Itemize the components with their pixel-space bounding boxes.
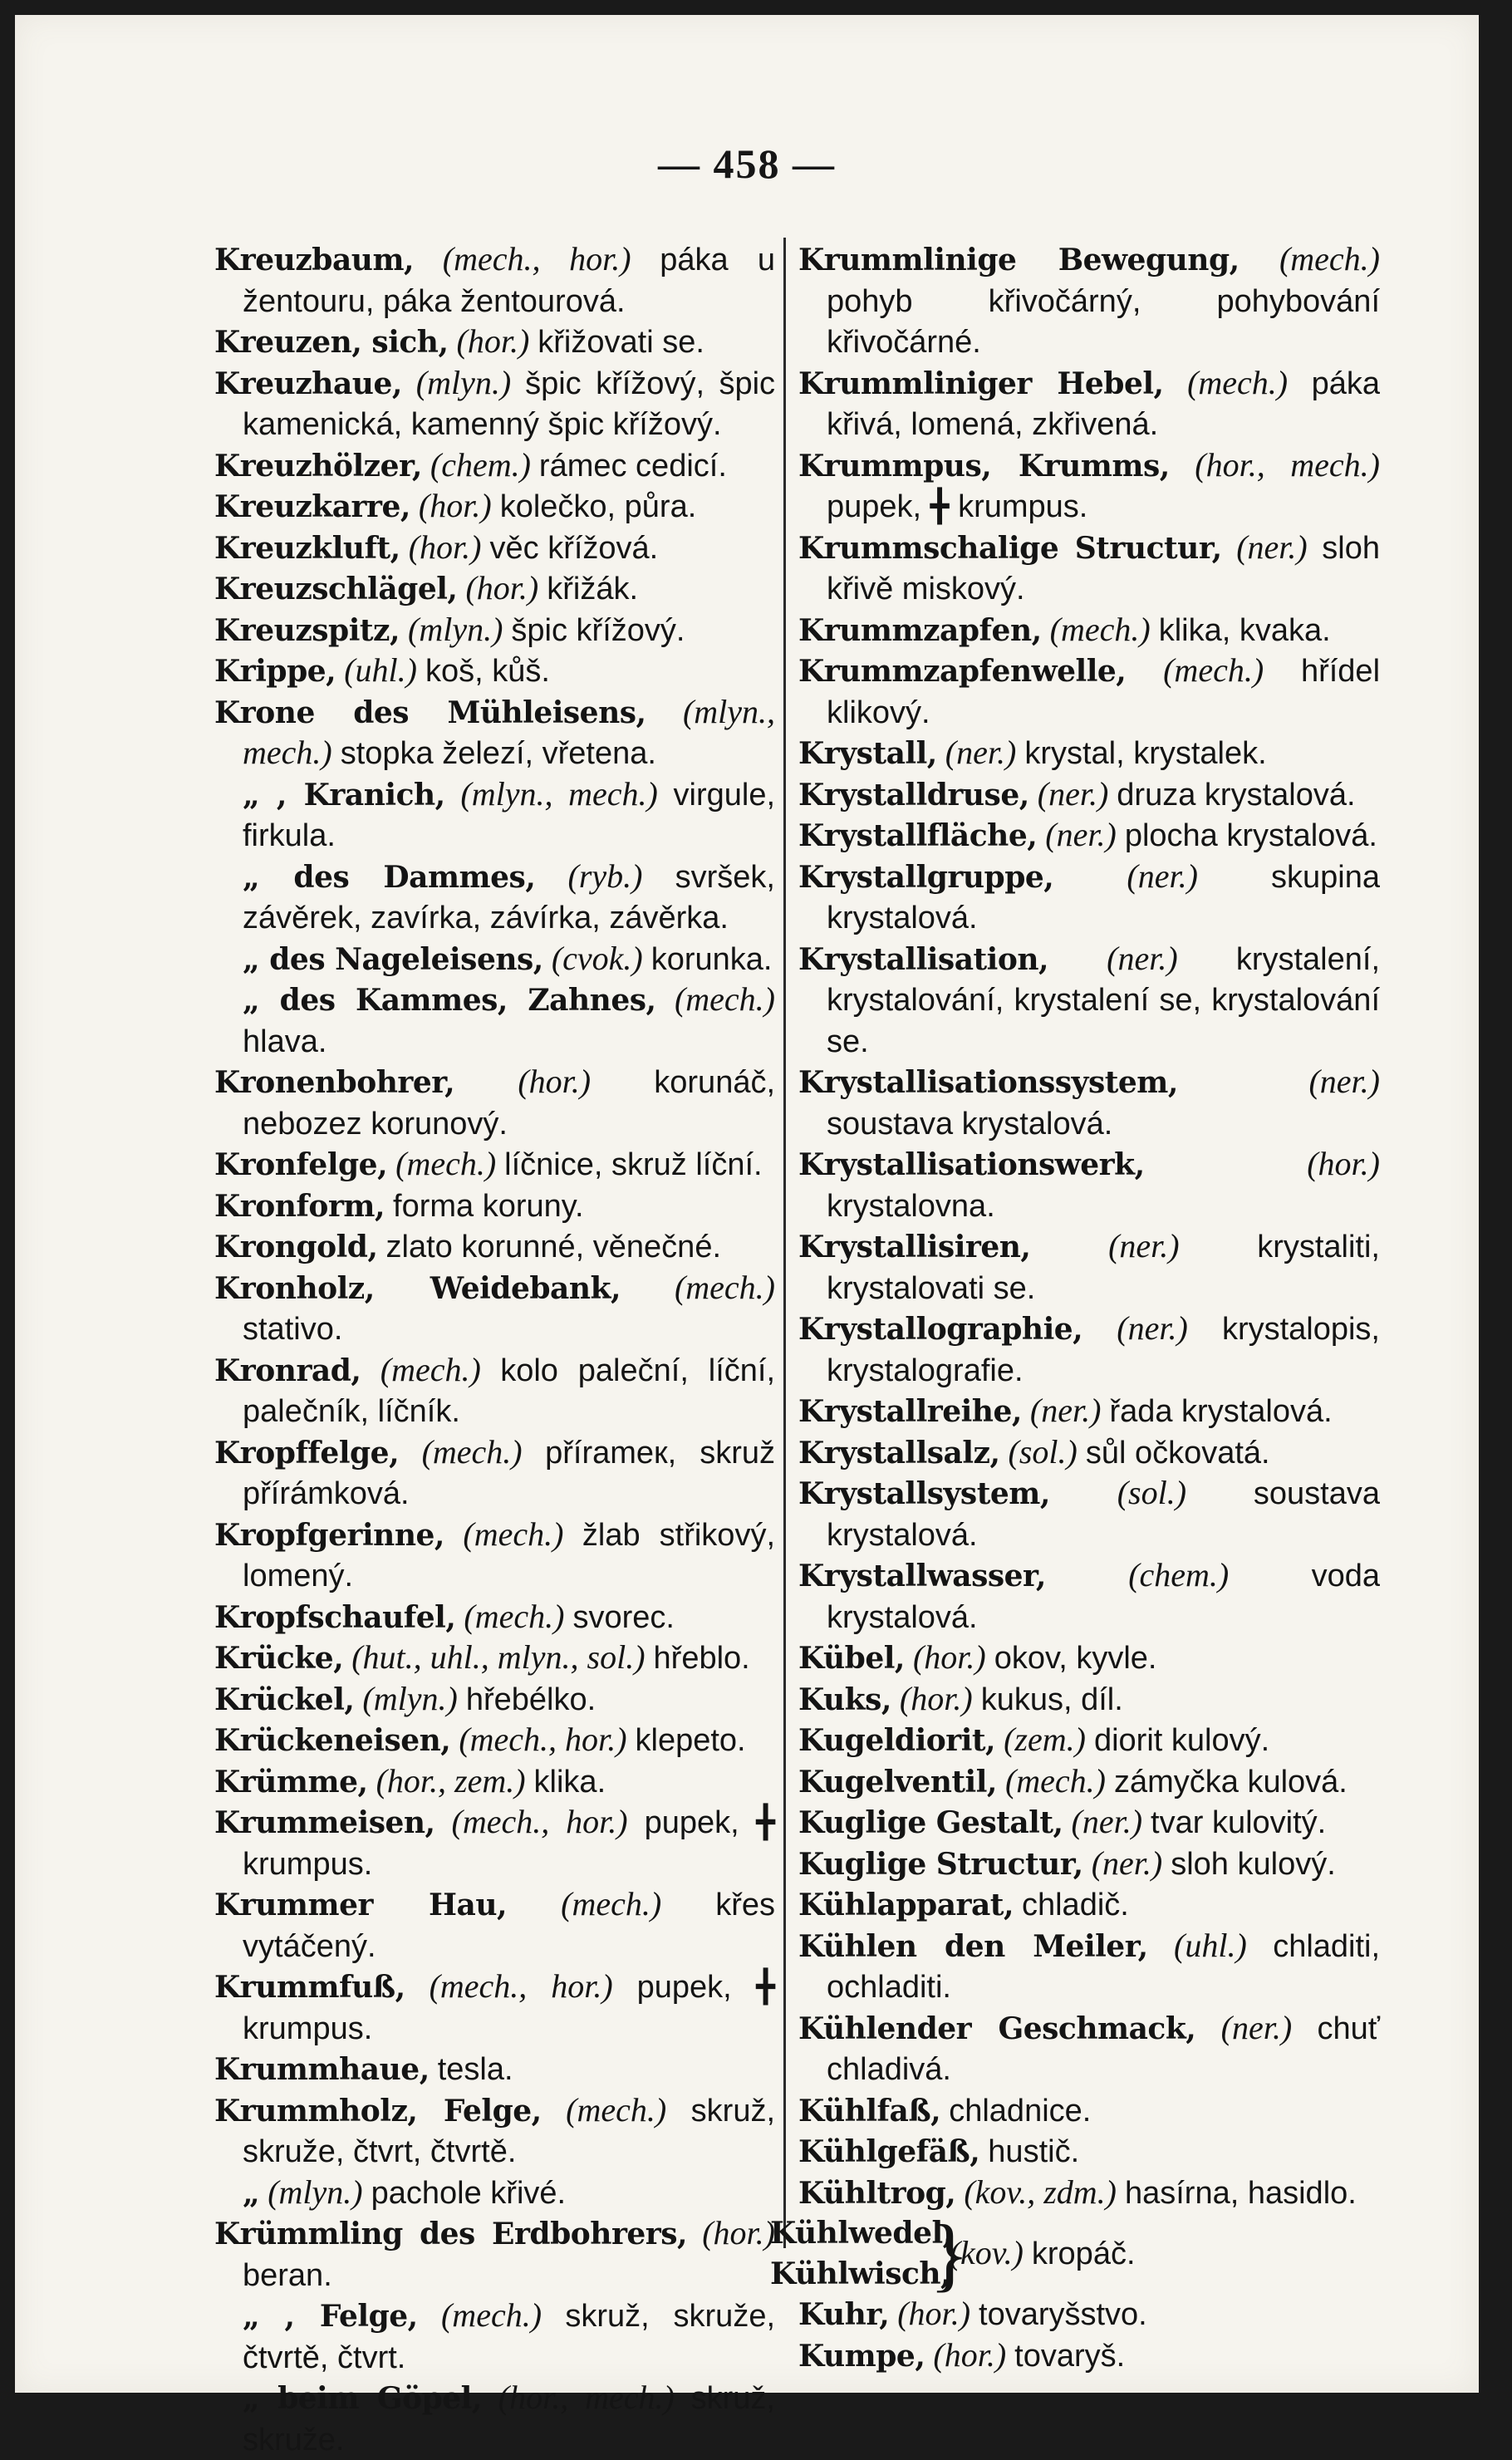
- dictionary-entry: [798, 1473, 1380, 1555]
- headword: Krystall,: [798, 736, 937, 771]
- dictionary-entry: [798, 857, 1380, 939]
- field-label: (mech.): [395, 1145, 497, 1182]
- translation: diorit kulový.: [1093, 1723, 1270, 1758]
- field-label: (ner.): [1037, 774, 1109, 813]
- dictionary-entry: [214, 2213, 775, 2296]
- dictionary-entry: [798, 1638, 1380, 1679]
- field-label: (mech.): [1187, 363, 1289, 401]
- headword: Kuks,: [798, 1682, 891, 1717]
- translation: křes vytáčený.: [243, 1888, 775, 1964]
- entry-tail: [949, 2233, 1136, 2275]
- dictionary-entry: [798, 445, 1380, 528]
- headword: Kugelventil,: [798, 1764, 997, 1800]
- translation: zlato korunné, věnečné.: [385, 1230, 722, 1264]
- dictionary-entry: [798, 610, 1380, 651]
- field-label: (hor., zem.): [376, 1761, 526, 1800]
- translation: forma koruny.: [393, 1188, 584, 1224]
- headword: Kreuzbaum,: [214, 243, 415, 277]
- translation: kukus, díl.: [980, 1682, 1123, 1717]
- headword: Krystallgruppe,: [798, 859, 1054, 895]
- field-label: (ner.): [945, 734, 1017, 771]
- field-label: (mech., hor.): [451, 1803, 628, 1840]
- dictionary-entry: [798, 1391, 1380, 1432]
- translation: virgule, firkula.: [243, 777, 776, 853]
- translation: chladnice.: [949, 2093, 1092, 2129]
- translation: tovaryš.: [1014, 2338, 1126, 2374]
- translation: krystaliti, krystalovati se.: [827, 1230, 1380, 1306]
- dictionary-entry: [798, 939, 1380, 1063]
- sub-entry: [214, 939, 775, 980]
- dictionary-entry: [214, 1802, 775, 1884]
- headword: Krummer Hau,: [214, 1888, 508, 1922]
- field-label: (mech.): [463, 1515, 564, 1553]
- headword: Kühlgefäß,: [798, 2134, 980, 2169]
- field-label: (cvok.): [551, 939, 643, 977]
- dictionary-entry: [798, 2131, 1380, 2173]
- headword: Krückeneisen,: [214, 1723, 451, 1758]
- translation: skruž, skruže, čtvrt, čtvrtě.: [243, 2093, 776, 2169]
- headword: Kuglige Structur,: [798, 1846, 1083, 1882]
- translation: sůl očkovatá.: [1085, 1435, 1270, 1471]
- dictionary-entry: [214, 1515, 775, 1597]
- dictionary-entry: [214, 1761, 775, 1803]
- dictionary-entry: [798, 1226, 1380, 1309]
- dictionary-entry: [214, 1884, 775, 1967]
- headword: Krummpus, Krumms,: [798, 448, 1170, 484]
- translation: kolo paleční, líční, palečník, líčník.: [243, 1353, 776, 1429]
- headword: Kreuzspitz,: [214, 612, 400, 648]
- field-label: (mlyn., mech.): [243, 692, 776, 771]
- field-label: (mech., hor.): [429, 1967, 613, 2005]
- headword: Krystallisiren,: [798, 1230, 1031, 1264]
- sub-entry: [214, 2173, 775, 2214]
- headword: Kühlwedel,: [770, 2216, 953, 2251]
- dictionary-entry: [798, 1679, 1380, 1721]
- dictionary-entry: [214, 1432, 775, 1515]
- translation: druza krystalová.: [1117, 777, 1356, 813]
- dictionary-entry: [214, 692, 775, 774]
- ditto-headword: „ des Nageleisens,: [243, 941, 543, 977]
- translation: tesla.: [437, 2052, 513, 2087]
- headword: Kreuzschlägel,: [214, 572, 458, 606]
- translation: hřebélko.: [465, 1682, 596, 1717]
- translation: kropáč.: [1031, 2236, 1136, 2271]
- field-label: (ner.): [1045, 816, 1117, 853]
- field-label: (sol.): [1117, 1474, 1187, 1511]
- dictionary-entry: [798, 1309, 1380, 1391]
- dictionary-entry: [214, 1679, 775, 1721]
- dictionary-entry: [798, 363, 1380, 445]
- headword: Kuhr,: [798, 2297, 890, 2332]
- headword: Krystallisation,: [798, 941, 1049, 977]
- dictionary-entry: [214, 1967, 775, 2049]
- translation: kolečko, půra.: [499, 489, 697, 524]
- dictionary-entry: [798, 2335, 1380, 2377]
- field-label: (mlyn.): [415, 363, 512, 401]
- brace-glyph: }: [929, 2207, 970, 2300]
- translation: beran.: [243, 2257, 332, 2293]
- translation: korunka.: [650, 941, 773, 977]
- dictionary-entry: [214, 610, 775, 651]
- dictionary-entry: [798, 2294, 1380, 2335]
- translation: plocha krystalová.: [1124, 818, 1377, 853]
- headword: Krummliniger Hebel,: [798, 366, 1164, 401]
- dictionary-entry: [214, 1268, 775, 1350]
- field-label: (mlyn.): [268, 2173, 363, 2211]
- dictionary-entry: [798, 774, 1380, 816]
- field-label: (ner.): [1107, 939, 1178, 977]
- field-label: (hor.): [418, 487, 492, 524]
- field-label: (mech.): [440, 2296, 542, 2334]
- sub-entry: [214, 2378, 775, 2460]
- headword: Krystallographie,: [798, 1312, 1083, 1347]
- field-label: (ner.): [1127, 857, 1198, 895]
- headword: Krystallisationswerk,: [798, 1147, 1145, 1182]
- dictionary-entry: [798, 1432, 1380, 1474]
- headword: Kreuzhölzer,: [214, 448, 422, 484]
- sub-entry: [214, 980, 775, 1062]
- headword: Kropffelge,: [214, 1435, 400, 1471]
- translation: pohyb křivočárný, pohybování křivočárné.: [827, 283, 1380, 360]
- field-label: (zem.): [1004, 1721, 1086, 1758]
- headword: Krone des Mühleisens,: [214, 695, 646, 730]
- translation: pachole křivé.: [371, 2175, 567, 2211]
- field-label: (hor.): [456, 322, 530, 360]
- sub-entry: [214, 2296, 775, 2378]
- translation: skruž, skruže.: [243, 2381, 775, 2458]
- dictionary-entry: [798, 2090, 1380, 2132]
- headword: Krummzapfen,: [798, 612, 1042, 648]
- translation: řada krystalová.: [1109, 1394, 1333, 1429]
- field-label: (mech.): [380, 1350, 481, 1388]
- headword: Krystallfläche,: [798, 818, 1038, 853]
- dictionary-entry: [798, 1926, 1380, 2008]
- translation: soustava krystalová.: [827, 1106, 1113, 1142]
- field-label: (mech.): [1279, 240, 1381, 277]
- dictionary-entry: [798, 1062, 1380, 1144]
- headword: Krummholz, Felge,: [214, 2093, 542, 2129]
- translation: hlava.: [243, 1024, 327, 1059]
- headword: Kreuzkarre,: [214, 489, 410, 524]
- field-label: (ner.): [1308, 1063, 1380, 1100]
- field-label: (mlyn.): [362, 1679, 458, 1717]
- dictionary-entry: [214, 445, 775, 487]
- translation: pupek, ╋ krumpus.: [827, 489, 1088, 524]
- headword: Krücke,: [214, 1641, 344, 1676]
- headword: Krummschalige Structur,: [798, 530, 1222, 566]
- field-label: (chem.): [430, 445, 531, 484]
- translation: křižovati se.: [538, 325, 704, 360]
- headword: Krystalldruse,: [798, 777, 1029, 813]
- left-column: [214, 239, 775, 2460]
- translation: stativo.: [243, 1312, 343, 1347]
- ditto-headword: „ , Kranich,: [243, 777, 445, 813]
- headword: Krummhaue,: [214, 2052, 430, 2087]
- translation: klepeto.: [635, 1723, 746, 1758]
- dictionary-entry: [798, 1144, 1380, 1226]
- translation: svorec.: [572, 1599, 675, 1635]
- translation: chuť chladivá.: [827, 2011, 1380, 2087]
- headword: Krippe,: [214, 654, 336, 689]
- field-label: (hut., uhl., mlyn., sol.): [351, 1638, 646, 1676]
- headword: Krummfuß,: [214, 1970, 405, 2005]
- field-label: (hor.): [897, 2295, 971, 2332]
- dictionary-entry: [214, 322, 775, 363]
- headword: Kühlender Geschmack,: [798, 2011, 1196, 2046]
- page-number: — 458 —: [658, 140, 836, 187]
- translation: hustič.: [988, 2134, 1080, 2169]
- headword: Krystallsalz,: [798, 1435, 1000, 1471]
- field-label: (hor.): [465, 569, 539, 606]
- dictionary-entry: [798, 1802, 1380, 1844]
- headword: Kühltrog,: [798, 2175, 956, 2211]
- sub-entry: [214, 857, 775, 939]
- translation: svršek, závěrek, zavírka, závírka, závěrka.: [243, 859, 775, 935]
- translation: voda krystalová.: [827, 1559, 1380, 1635]
- headword: Krystallwasser,: [798, 1559, 1046, 1593]
- headword: Kühlen den Meiler,: [798, 1928, 1148, 1964]
- translation: tvar kulovitý.: [1151, 1805, 1327, 1840]
- field-label: (sol.): [1008, 1432, 1078, 1471]
- translation: krystalovna.: [827, 1188, 995, 1224]
- translation: rámec cedicí.: [538, 448, 727, 484]
- dictionary-entry: [214, 2090, 775, 2173]
- field-label: (mech.): [1004, 1761, 1106, 1800]
- dictionary-entry: [214, 1720, 775, 1761]
- translation: pupek, ╋ krumpus.: [243, 1805, 776, 1882]
- dictionary-entry: [798, 528, 1380, 610]
- translation: korunáč, nebozez korunový.: [243, 1065, 776, 1142]
- field-label: (chem.): [1128, 1556, 1230, 1593]
- translation: věc křížová.: [489, 530, 659, 566]
- headword: Kübel,: [798, 1641, 905, 1676]
- field-label: (hor.): [518, 1063, 592, 1100]
- headword: Kühlapparat,: [798, 1888, 1014, 1922]
- translation: páka u žentouru, páka žentourová.: [243, 243, 776, 319]
- field-label: (ner.): [1091, 1844, 1163, 1882]
- headword: Krümme,: [214, 1764, 368, 1800]
- field-label: (ner.): [1108, 1227, 1180, 1264]
- field-label: (hor.): [933, 2335, 1007, 2374]
- dictionary-entry: [214, 1597, 775, 1638]
- dictionary-entry: [798, 2008, 1380, 2090]
- translation: klika.: [533, 1764, 606, 1800]
- dictionary-entry: [214, 2049, 775, 2090]
- headword: Krystallisationssystem,: [798, 1065, 1178, 1100]
- translation: krystalopis, krystalografie.: [827, 1312, 1380, 1388]
- ditto-headword: „ , Felge,: [243, 2299, 418, 2334]
- dictionary-page: [15, 15, 1479, 2458]
- field-label: (hor., mech.): [1195, 445, 1381, 484]
- field-label: (hor., mech.): [498, 2379, 675, 2416]
- translation: hřídel klikový.: [827, 654, 1381, 730]
- headword: Kühlwisch,: [770, 2256, 951, 2291]
- dictionary-entry: [798, 239, 1380, 363]
- headword: Kronform,: [214, 1188, 385, 1224]
- field-label: (ner.): [1071, 1803, 1143, 1840]
- translation: zámyčka kulová.: [1113, 1764, 1348, 1800]
- field-label: (uhl.): [344, 651, 417, 689]
- translation: žlab střikový, lomený.: [243, 1517, 775, 1593]
- translation: chladiti, ochladiti.: [827, 1928, 1381, 2005]
- field-label: (hor.): [408, 528, 482, 566]
- translation: přírameк, skruž přírámková.: [243, 1435, 776, 1511]
- headword: Kronrad,: [214, 1353, 361, 1388]
- dictionary-entry: [214, 651, 775, 692]
- field-label: (mech.): [674, 980, 776, 1018]
- headword: Krummlinige Bewegung,: [798, 243, 1240, 277]
- dictionary-entry: [798, 1720, 1380, 1761]
- field-label: (ner.): [1220, 2008, 1293, 2046]
- field-label: (kov.): [949, 2233, 1024, 2271]
- translation: skupina krystalová.: [827, 859, 1381, 935]
- translation: líčnice, skruž líční.: [504, 1147, 763, 1182]
- ditto-headword: „ des Dammes,: [243, 859, 536, 895]
- dictionary-entry: [798, 1844, 1380, 1885]
- dictionary-entry: [798, 1884, 1380, 1926]
- headword: Kronenbohrer,: [214, 1065, 455, 1100]
- dictionary-entry: [214, 1144, 775, 1186]
- dictionary-entry: [214, 1062, 775, 1144]
- headword: Kühlfaß,: [798, 2093, 941, 2129]
- translation: okov, kyvle.: [994, 1641, 1157, 1676]
- headword: Kreuzkluft,: [214, 530, 400, 566]
- field-label: (ryb.): [567, 857, 643, 895]
- translation: soustava krystalová.: [827, 1476, 1380, 1553]
- translation: hřeblo.: [653, 1641, 750, 1676]
- dictionary-entry: [214, 1350, 775, 1432]
- translation: krystalení, krystalování, krystalení se, krystalování se.: [827, 941, 1380, 1059]
- dictionary-entry: [214, 528, 775, 569]
- headword: Kronfelge,: [214, 1147, 388, 1182]
- field-label: (mech., hor.): [442, 240, 631, 277]
- translation: hasírna, hasidlo.: [1124, 2175, 1357, 2211]
- translation: chladič.: [1021, 1888, 1129, 1922]
- translation: klika, kvaka.: [1158, 612, 1331, 648]
- dictionary-entry: [214, 486, 775, 528]
- field-label: (hor.): [912, 1638, 986, 1676]
- dictionary-entry: [214, 1226, 775, 1268]
- field-label: (kov., zdm.): [964, 2173, 1117, 2211]
- headword: Kropfschaufel,: [214, 1599, 456, 1635]
- headword: Kreuzen, sich,: [214, 325, 449, 360]
- field-label: (mech.): [561, 1885, 662, 1922]
- field-label: (mech.): [464, 1597, 565, 1635]
- headword: Kropfgerinne,: [214, 1517, 444, 1553]
- headword: Kreuzhaue,: [214, 366, 402, 401]
- headword: Krummzapfenwelle,: [798, 654, 1127, 689]
- dictionary-entry: [798, 733, 1380, 774]
- dictionary-entry: [798, 1555, 1380, 1638]
- dictionary-entry: [214, 1186, 775, 1227]
- field-label: (mech.): [1049, 610, 1151, 648]
- field-label: (mech.): [566, 2090, 667, 2129]
- dictionary-entry: [214, 1638, 775, 1679]
- field-label: (mech., hor.): [459, 1721, 627, 1758]
- column-divider: [783, 238, 786, 2248]
- field-label: (mech.): [674, 1268, 775, 1306]
- headword: Kronholz, Weidebank,: [214, 1270, 621, 1306]
- dictionary-entry: [214, 363, 775, 445]
- dictionary-entry: [214, 568, 775, 610]
- headword: Krückel,: [214, 1682, 355, 1717]
- headword: Krongold,: [214, 1230, 378, 1264]
- field-label: (ner.): [1236, 528, 1308, 566]
- dictionary-entry: [798, 815, 1380, 857]
- headword: Kumpe,: [798, 2338, 925, 2374]
- sub-entry: [214, 774, 775, 857]
- translation: sloh křivě miskový.: [827, 530, 1381, 606]
- translation: stopka železí, vřetena.: [340, 736, 656, 771]
- field-label: (ner.): [1117, 1309, 1188, 1347]
- field-label: (hor.): [1307, 1145, 1380, 1182]
- ditto-headword: „ des Kammes, Zahnes,: [243, 983, 656, 1018]
- field-label: (mlyn.): [408, 610, 503, 648]
- dictionary-entry: [214, 239, 775, 322]
- field-label: (hor.): [899, 1679, 973, 1717]
- headword: Kugeldiorit,: [798, 1723, 996, 1758]
- right-column: [770, 239, 1381, 2376]
- dictionary-entry: [798, 2173, 1380, 2214]
- translation: skruž, skruže, čtvrtě, čtvrt.: [243, 2299, 776, 2375]
- dictionary-entry: [798, 651, 1380, 733]
- headword: Krystallreihe,: [798, 1394, 1022, 1429]
- translation: špic křížový.: [511, 612, 685, 648]
- ditto-headword: „: [243, 2175, 260, 2211]
- translation: tovaryšstvo.: [979, 2297, 1147, 2332]
- translation: pupek, ╋ krumpus.: [243, 1970, 775, 2046]
- dictionary-entry: [798, 1761, 1380, 1803]
- ditto-headword: „ beim Göpel,: [243, 2381, 482, 2416]
- translation: koš, kůš.: [425, 654, 550, 689]
- field-label: (mech.): [1163, 651, 1264, 689]
- headword: Krystallsystem,: [798, 1476, 1050, 1511]
- field-label: (ner.): [1029, 1392, 1102, 1429]
- field-label: (mlyn., mech.): [460, 774, 658, 813]
- translation: krystal, krystalek.: [1024, 736, 1267, 771]
- translation: křižák.: [547, 572, 639, 606]
- field-label: (mech.): [421, 1432, 523, 1471]
- headword: Krummeisen,: [214, 1805, 435, 1840]
- field-label: (uhl.): [1174, 1926, 1247, 1964]
- translation: špic křížový, špic kamenická, kamenný špic křížový.: [243, 366, 776, 442]
- dictionary-entry: [770, 2207, 1380, 2300]
- translation: sloh kulový.: [1171, 1846, 1336, 1882]
- translation: páka křivá, lomená, zkřivená.: [827, 366, 1380, 442]
- headword: Kuglige Gestalt,: [798, 1805, 1063, 1840]
- field-label: (hor.): [702, 2214, 775, 2251]
- headword: Krümmling des Erdbohrers,: [214, 2217, 688, 2251]
